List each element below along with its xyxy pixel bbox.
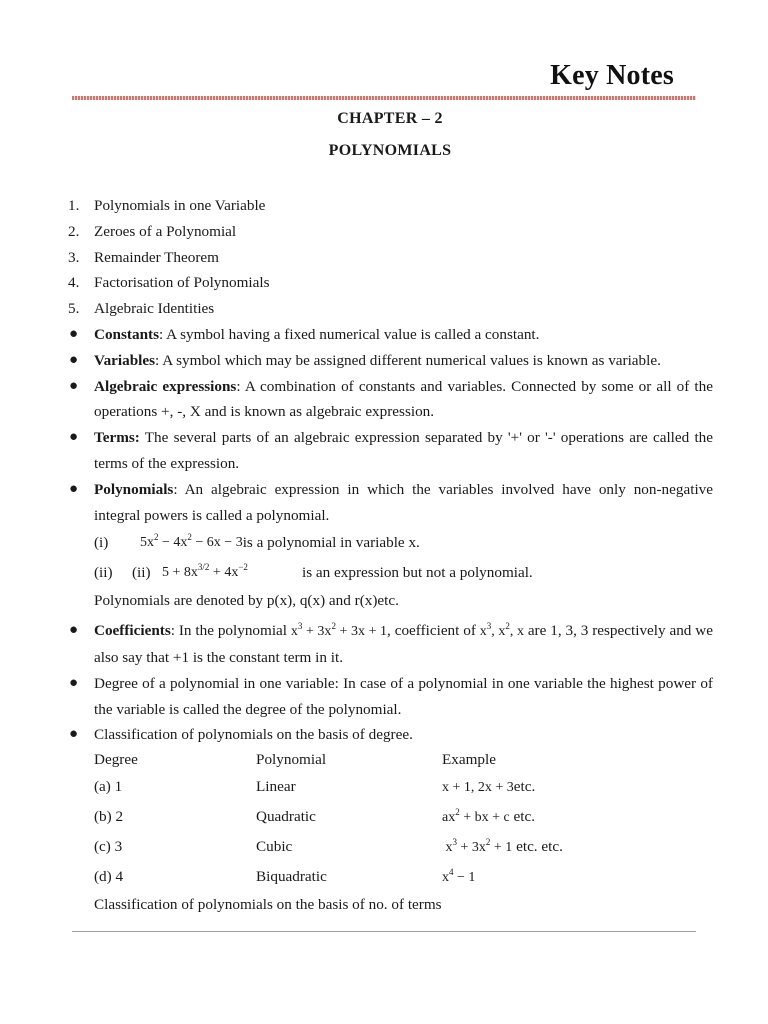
bullet-degree bbox=[68, 671, 713, 723]
example-text: is an expression but not a polynomial. bbox=[302, 564, 533, 582]
topic-text: Remainder Theorem bbox=[94, 248, 219, 266]
footer-note: Classification of polynomials on the basis of no. of terms bbox=[94, 896, 442, 914]
topic-number: 4. bbox=[68, 274, 80, 292]
term-label: Polynomials bbox=[94, 480, 174, 498]
term-label: Algebraic expressions bbox=[94, 377, 237, 395]
table-header: Polynomial bbox=[256, 751, 327, 769]
table-header-row bbox=[94, 748, 713, 772]
table-cell bbox=[442, 864, 642, 891]
math-expression: x + 1, 2x + 3 bbox=[442, 779, 514, 795]
table-cell: (c) 3 bbox=[94, 838, 123, 856]
classification-table bbox=[94, 748, 713, 892]
term-definition: Classification of polynomials on the basis of degree. bbox=[94, 726, 413, 744]
math-expression: $ax^2$ + bx + c bbox=[442, 806, 510, 825]
bullet-dot-icon: ● bbox=[69, 622, 79, 639]
term-definition: are 1, 3, 3 respectively and we also say that +1 is the constant term in it. bbox=[94, 622, 713, 666]
bullet-dot-icon: ● bbox=[69, 726, 79, 743]
example-suffix: etc. etc. bbox=[512, 837, 563, 855]
example-suffix: etc. bbox=[509, 807, 536, 825]
topic-number: 2. bbox=[68, 222, 80, 240]
bullet-dot-icon: ● bbox=[69, 325, 79, 342]
math-expression: $x^4 - 1$ bbox=[442, 866, 476, 885]
footer-divider bbox=[72, 931, 696, 932]
topic-item bbox=[68, 296, 713, 322]
term-definition: : In the polynomial bbox=[170, 622, 291, 640]
example-suffix: etc. bbox=[513, 777, 536, 795]
topic-item bbox=[68, 270, 713, 296]
math-expression: $x^3 + 3x^2 + 1$ bbox=[442, 836, 513, 855]
term-label: Coefficients bbox=[94, 622, 171, 640]
term-definition: : A combination of constants and variables. Connected by some or all of the operations +, -, X and is known as algebraic expression. bbox=[94, 377, 713, 421]
example-label: (ii) bbox=[94, 564, 113, 582]
table-cell: (b) 2 bbox=[94, 808, 124, 826]
table-cell: Cubic bbox=[256, 838, 293, 856]
topic-number: 3. bbox=[68, 248, 80, 266]
bullet-dot-icon: ● bbox=[69, 377, 79, 394]
topic-item bbox=[68, 245, 713, 271]
topic-item bbox=[68, 219, 713, 245]
term-definition: The several parts of an algebraic expression separated by '+' or '-' operations are called the terms of the expression. bbox=[94, 429, 713, 472]
subject-heading: POLYNOMIALS bbox=[328, 142, 452, 159]
topic-number: 1. bbox=[68, 197, 80, 214]
example-label: (i) bbox=[94, 534, 109, 552]
term-label: Constants bbox=[94, 325, 159, 343]
denoted-note: Polynomials are denoted by p(x), q(x) and r(x)etc. bbox=[94, 592, 399, 610]
header-title: Key Notes bbox=[550, 60, 674, 91]
bullet-terms bbox=[68, 425, 713, 477]
bullet-polynomials bbox=[68, 477, 713, 529]
example-row bbox=[68, 558, 713, 588]
math-expression: $5x^2 - 4x^2 - 6x - 3$ bbox=[140, 532, 243, 551]
bullet-algebraic-expressions bbox=[68, 374, 713, 426]
table-header: Example bbox=[442, 751, 496, 769]
math-expression: $x^3 + 3x^2 + 3x + 1$ bbox=[290, 621, 388, 640]
term-definition: : A symbol which may be assigned different numerical values is known as variable. bbox=[155, 351, 661, 369]
table-row bbox=[94, 862, 713, 892]
chapter-heading: CHAPTER – 2 bbox=[337, 110, 443, 127]
bullet-classification bbox=[68, 722, 713, 748]
example-label: (ii) bbox=[132, 564, 151, 582]
bullet-dot-icon: ● bbox=[69, 351, 79, 368]
bullet-dot-icon: ● bbox=[69, 674, 79, 691]
table-cell bbox=[442, 774, 642, 801]
topic-text: Zeroes of a Polynomial bbox=[94, 222, 237, 240]
table-cell bbox=[442, 804, 642, 831]
math-expression: $x^3$, $x^2$, x bbox=[479, 621, 524, 640]
term-definition: : An algebraic expression in which the variables involved have only non-negative integral powers is called a polynomial. bbox=[94, 480, 713, 524]
bullet-coefficients bbox=[68, 618, 713, 671]
bullet-dot-icon: ● bbox=[69, 480, 79, 497]
topic-text: Algebraic Identities bbox=[94, 300, 215, 318]
term-definition: Degree of a polynomial in one variable: In case of a polynomial in one variable the highest power of the variable is called the degree of the polynomial. bbox=[94, 674, 713, 718]
table-cell: Biquadratic bbox=[256, 868, 327, 886]
table-cell: (d) 4 bbox=[94, 868, 124, 886]
table-cell: Linear bbox=[256, 778, 296, 796]
term-definition: , coefficient of bbox=[387, 622, 480, 640]
bullet-constants bbox=[68, 322, 713, 348]
table-header: Degree bbox=[94, 751, 138, 769]
example-text: is a polynomial in variable x. bbox=[242, 534, 420, 552]
table-cell: (a) 1 bbox=[94, 778, 123, 796]
topic-text: Polynomials in one Variable bbox=[94, 197, 266, 214]
header-divider bbox=[72, 96, 696, 100]
bullet-variables bbox=[68, 348, 713, 374]
notes-content bbox=[68, 193, 713, 918]
term-label: Terms: bbox=[94, 429, 140, 447]
term-label: Variables bbox=[94, 351, 156, 369]
bullet-dot-icon: ● bbox=[69, 429, 79, 446]
term-definition: : A symbol having a fixed numerical value is called a constant. bbox=[159, 325, 540, 343]
table-row bbox=[94, 832, 713, 862]
table-cell bbox=[442, 834, 642, 861]
table-row bbox=[94, 772, 713, 802]
math-expression: $5 + 8x^{3/2} + 4x^{-2}$ bbox=[162, 562, 248, 581]
topic-item bbox=[68, 193, 713, 219]
topic-text: Factorisation of Polynomials bbox=[94, 274, 270, 292]
table-cell: Quadratic bbox=[256, 808, 316, 826]
topic-number: 5. bbox=[68, 300, 80, 318]
example-row bbox=[68, 528, 713, 558]
table-row bbox=[94, 802, 713, 832]
